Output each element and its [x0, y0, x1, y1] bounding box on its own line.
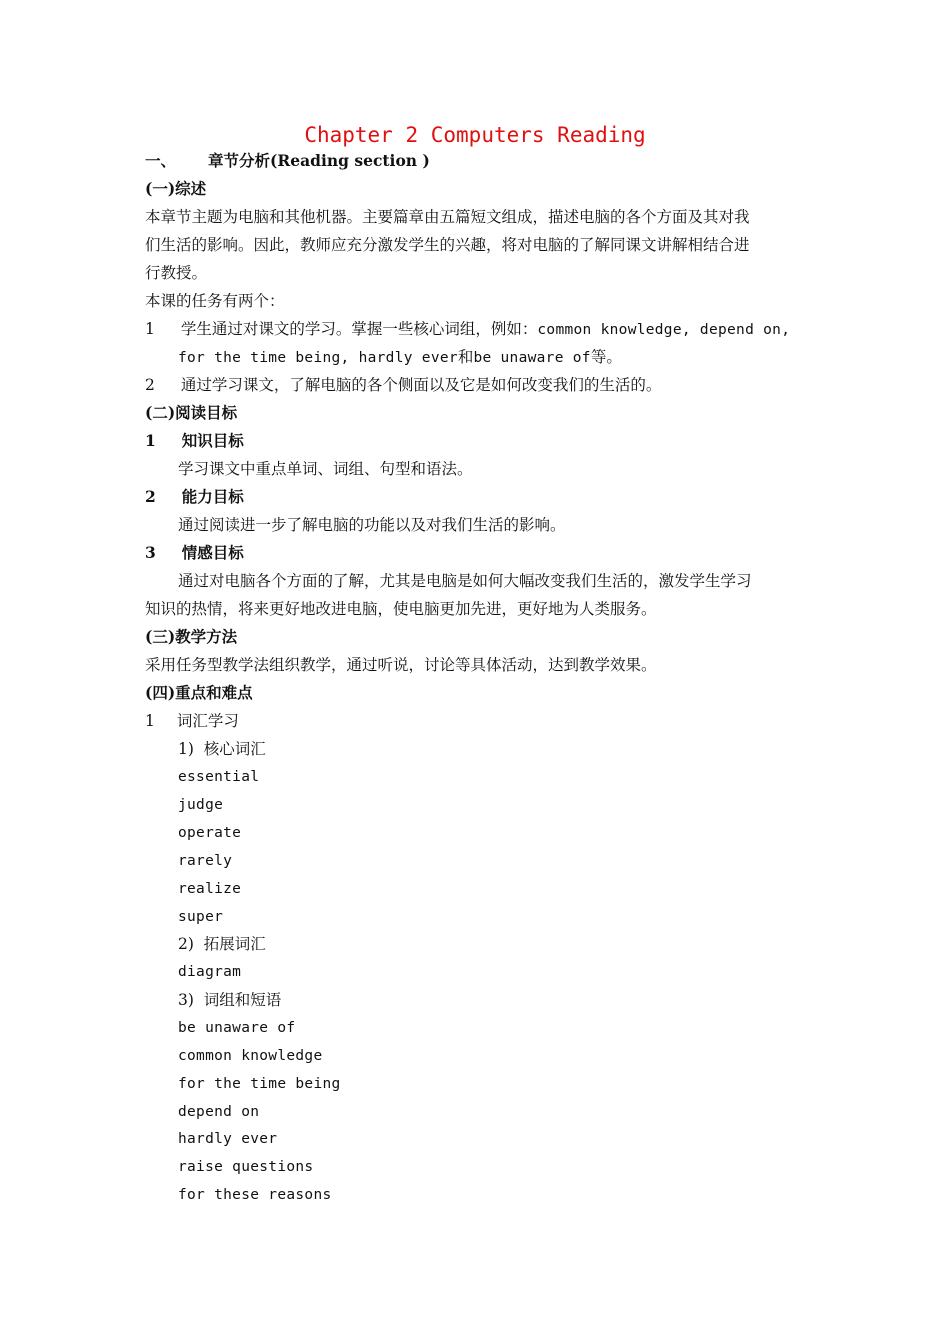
goal-number: 1 — [145, 431, 156, 450]
vocab-word: super — [178, 909, 224, 925]
section-title: 章节分析(Reading section ) — [208, 151, 430, 170]
task-phrases: for the time being, hardly ever — [178, 350, 458, 366]
vocab-word: realize — [178, 881, 242, 897]
goal-ability-text: 通过阅读进一步了解电脑的功能以及对我们生活的影响。 — [178, 516, 566, 534]
goal-emotion-text: 知识的热情，将来更好地改进电脑，使电脑更加先进，更好地为人类服务。 — [145, 600, 657, 618]
key-points-heading: (四)重点和难点 — [145, 683, 253, 702]
goal-number: 2 — [145, 487, 156, 506]
task-text: 等。 — [590, 348, 622, 366]
goal-knowledge-text: 学习课文中重点单词、词组、句型和语法。 — [178, 460, 473, 478]
overview-para-line: 本章节主题为电脑和其他机器。主要篇章由五篇短文组成，描述电脑的各个方面及其对我 — [145, 208, 750, 226]
goal-label: 情感目标 — [181, 543, 244, 562]
goal-emotion-text: 通过对电脑各个方面的了解，尤其是电脑是如何大幅改变我们生活的，激发学生学习 — [178, 572, 752, 590]
section-number: 一、 — [145, 151, 177, 170]
vocab-heading — [145, 711, 239, 731]
task-text: 通过学习课文，了解电脑的各个侧面以及它是如何改变我们的生活的。 — [180, 376, 662, 394]
task-phrases: common knowledge, depend on, — [537, 322, 791, 338]
task-phrases: be unaware of — [473, 350, 591, 366]
vocab-word: diagram — [178, 964, 242, 980]
method-text: 采用任务型教学法组织教学，通过听说，讨论等具体活动，达到教学效果。 — [145, 656, 657, 674]
task-text: 学生通过对课文的学习。掌握一些核心词组，例如： — [180, 320, 538, 338]
core-vocab-label: 1) 核心词汇 — [178, 740, 266, 758]
extended-vocab-label: 2) 拓展词汇 — [178, 935, 266, 953]
goal-ability-heading — [145, 487, 244, 507]
goal-number: 3 — [145, 543, 156, 562]
phrase-item: for these reasons — [178, 1187, 332, 1203]
section-heading — [145, 151, 430, 171]
vocab-word: rarely — [178, 853, 233, 869]
task-1-line-2 — [178, 347, 622, 368]
task-text: 和 — [457, 348, 474, 366]
tasks-intro: 本课的任务有两个： — [145, 292, 285, 310]
task-2 — [145, 375, 661, 395]
phrase-item: for the time being — [178, 1076, 341, 1092]
overview-heading: (一)综述 — [145, 179, 207, 198]
vocab-number: 1 — [145, 712, 155, 730]
goal-emotion-heading — [145, 543, 244, 563]
vocab-word: judge — [178, 797, 224, 813]
page-title: Chapter 2 Computers Reading — [304, 123, 646, 147]
phrase-item: common knowledge — [178, 1048, 323, 1064]
task-number: 2 — [145, 376, 155, 394]
vocab-word: essential — [178, 769, 260, 785]
overview-para-line: 们生活的影响。因此，教师应充分激发学生的兴趣，将对电脑的了解同课文讲解相结合进 — [145, 236, 750, 254]
vocab-word: operate — [178, 825, 242, 841]
phrase-item: depend on — [178, 1104, 260, 1120]
goal-knowledge-heading — [145, 431, 244, 451]
vocab-label: 词汇学习 — [176, 712, 239, 730]
overview-para-line: 行教授。 — [145, 264, 208, 282]
phrase-item: be unaware of — [178, 1020, 296, 1036]
goal-label: 能力目标 — [181, 487, 244, 506]
method-heading: (三)教学方法 — [145, 627, 238, 646]
phrases-label: 3) 词组和短语 — [178, 991, 282, 1009]
task-1-line-1 — [145, 319, 790, 340]
goals-heading: (二)阅读目标 — [145, 403, 238, 422]
phrase-item: hardly ever — [178, 1131, 278, 1147]
task-number: 1 — [145, 320, 155, 338]
phrase-item: raise questions — [178, 1159, 314, 1175]
goal-label: 知识目标 — [181, 431, 244, 450]
